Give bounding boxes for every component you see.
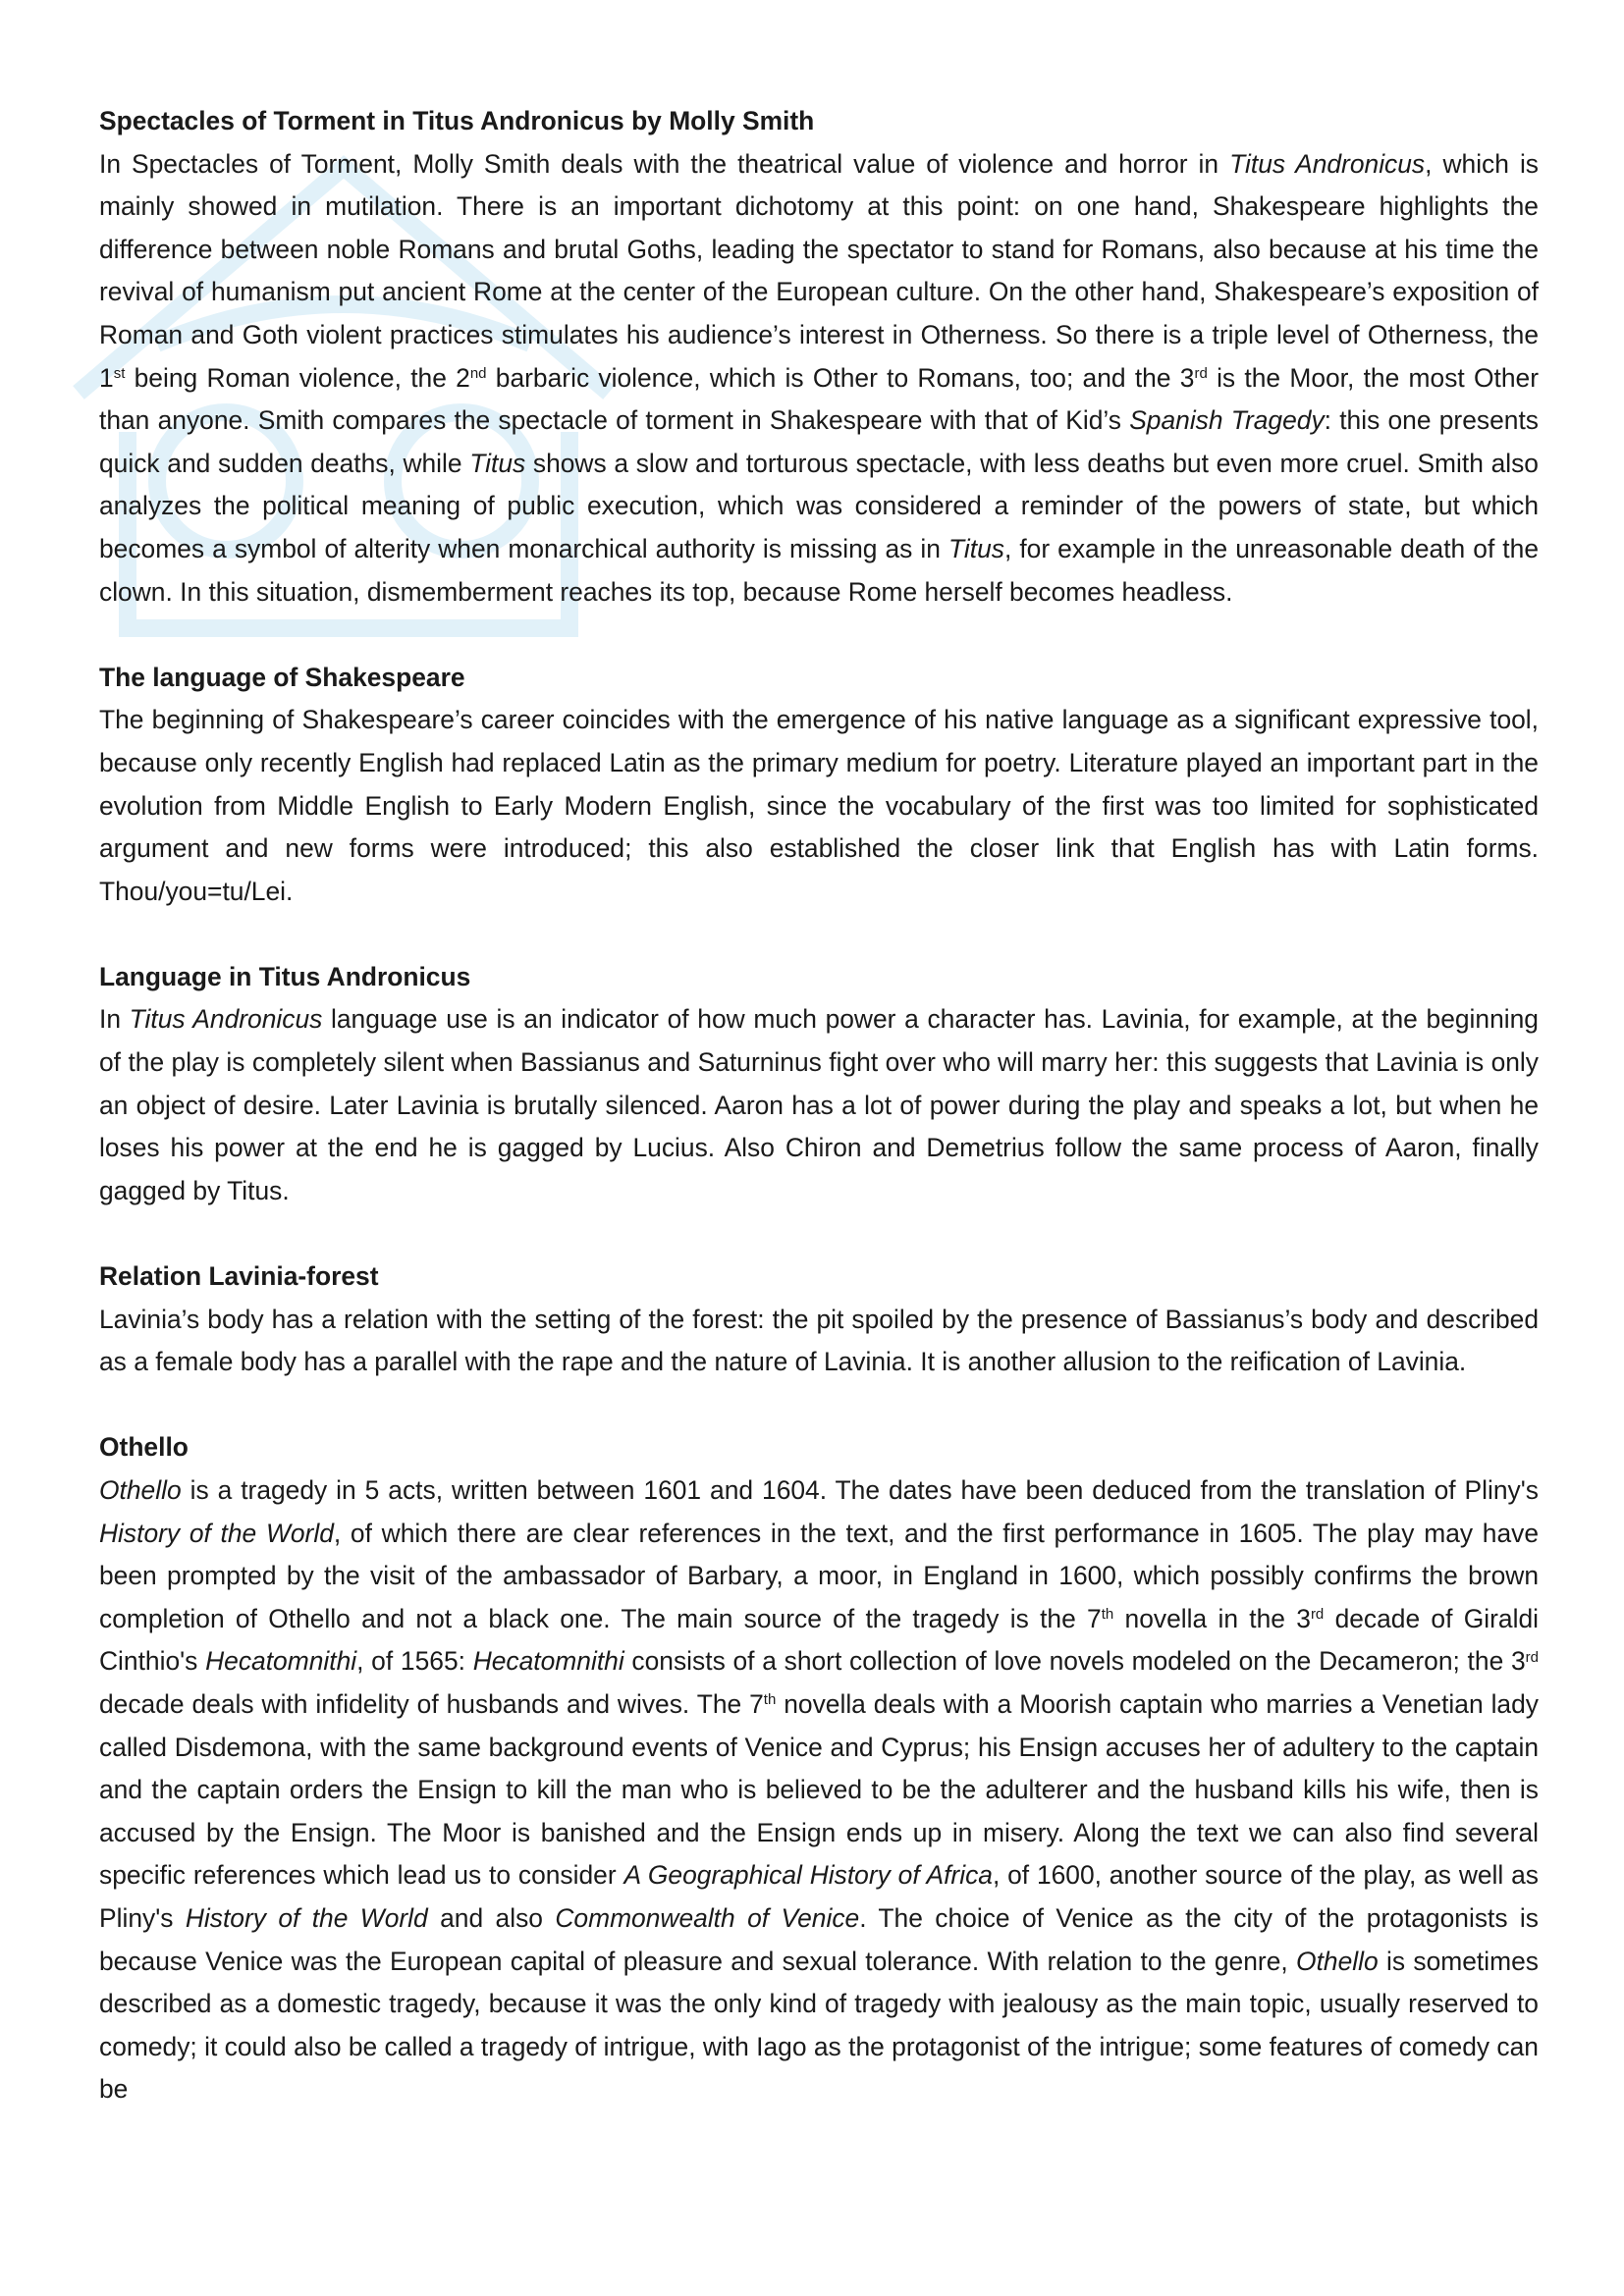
ordinal-suffix: nd xyxy=(469,364,487,382)
text-run: , of 1600, another source of the play, as well as Pliny's xyxy=(99,1860,1539,1933)
text-run: language use is an indicator of how much power a character has. Lavinia, for example, at the beginning of the play is completely silent when Bassianus and Saturninus fight over who will marry her: this suggests that Lavinia is only an object of desire. Later Lavinia is brutally silenced. Aaron has a lot of power during the play and speaks a lot, but when he loses his power at the end he is gagged by Lucius. Also Chiron and Demetrius follow the same process of Aaron, finally gagged by Titus. xyxy=(99,1004,1539,1205)
heading-language-titus: Language in Titus Andronicus xyxy=(99,961,471,991)
text-run: is the Moor, the most Other than anyone. Smith compares the spectacle of torment in Shakespeare with that of Kid’s xyxy=(99,362,1539,436)
ordinal-suffix: th xyxy=(763,1691,777,1709)
text-run: Lavinia’s body has a relation with the setting of the forest: the pit spoiled by the presence of Bassianus’s body and described as a female body has a parallel with the rape and the nature of Lavinia. It is another allusion to the reification of Lavinia. xyxy=(99,1304,1539,1377)
ordinal-suffix: rd xyxy=(1310,1605,1325,1623)
text-run: novella in the 3 xyxy=(1113,1603,1311,1633)
ordinal-suffix: st xyxy=(113,364,126,382)
section-language-titus xyxy=(99,956,1539,1213)
section-spectacles xyxy=(99,100,1539,614)
text-run: is sometimes described as a domestic tragedy, because it was the only kind of tragedy with jealousy as the main topic, usually reserved to comedy; it could also be called a tragedy of intrigue, with Iago as the protagonist of the intrigue; some features of comedy can be xyxy=(99,1946,1539,2105)
italic-text: Othello xyxy=(1296,1946,1379,1976)
paragraph-lavinia-forest xyxy=(99,1299,1539,1384)
italic-text: Titus Andronicus xyxy=(129,1004,323,1035)
heading-language-shakespeare: The language of Shakespeare xyxy=(99,662,465,692)
text-run: , of 1565: xyxy=(356,1646,473,1677)
text-run: is a tragedy in 5 acts, written between 1601 and 1604. The dates have been deduced from the translation of Pliny's xyxy=(181,1475,1539,1505)
text-run: , of which there are clear references in the text, and the first performance in 1605. The play may have been prompted by the visit of the ambassador of Barbary, a moor, in England in 1600, which possibly confirms the brown completion of Othello and not a black one. The main source of the tragedy is the 7 xyxy=(99,1518,1540,1633)
text-run: In Spectacles of Torment, Molly Smith deals with the theatrical value of violence and horror in xyxy=(99,148,1230,179)
text-run: : this one presents quick and sudden deaths, while xyxy=(99,405,1539,478)
paragraph-spectacles xyxy=(99,143,1539,614)
ordinal-suffix: rd xyxy=(1194,364,1208,382)
section-othello xyxy=(99,1426,1539,2111)
paragraph-language-shakespeare xyxy=(99,699,1539,913)
heading-othello: Othello xyxy=(99,1432,189,1463)
italic-text: Titus xyxy=(469,448,526,478)
italic-text: History of the World xyxy=(185,1902,428,1933)
text-run: consists of a short collection of love novels modeled on the Decameron; the 3 xyxy=(623,1646,1526,1677)
section-language-shakespeare xyxy=(99,657,1539,914)
italic-text: Othello xyxy=(99,1475,182,1505)
paragraph-othello xyxy=(99,1469,1539,2111)
text-run: being Roman violence, the 2 xyxy=(125,362,470,393)
italic-text: Spanish Tragedy xyxy=(1129,405,1325,436)
text-run: novella deals with a Moorish captain who marries a Venetian lady called Disdemona, with the same background events of Venice and Cyprus; his Ensign accuses her of adultery to the captain and the captain orders the Ensign to kill the man who is believed to be the adulterer and the husband kills his wife, then is accused by the Ensign. The Moor is banished and the Ensign ends up in misery. Along the text we can also find several specific references which lead us to consider xyxy=(99,1688,1539,1891)
ordinal-suffix: rd xyxy=(1525,1648,1539,1666)
italic-text: Hecatomnithi xyxy=(472,1646,624,1677)
text-run: In xyxy=(99,1004,130,1035)
italic-text: History of the World xyxy=(99,1518,334,1548)
text-run: and also xyxy=(427,1902,556,1933)
heading-spectacles: Spectacles of Torment in Titus Andronicus by Molly Smith xyxy=(99,106,815,135)
text-run: , which is mainly showed in mutilation. There is an important dichotomy at this point: on one hand, Shakespeare highlights the difference between noble Romans and brutal Goths, leading the spectator to stand for Romans, also because at his time the revival of humanism put ancient Rome at the center of the European culture. On the other hand, Shakespeare’s exposition of Roman and Goth violent practices stimulates his audience’s interest in Otherness. So there is a triple level of Otherness, the 1 xyxy=(99,148,1539,393)
italic-text: Hecatomnithi xyxy=(205,1646,357,1677)
italic-text: Titus Andronicus xyxy=(1229,148,1426,179)
text-run: shows a slow and torturous spectacle, with less deaths but even more cruel. Smith also analyzes the political meaning of public execution, which was considered a reminder of the powers of state, but which becomes a symbol of alterity when monarchical authority is missing as in xyxy=(99,448,1539,563)
text-run: , for example in the unreasonable death of the clown. In this situation, dismemberment reaches its top, because Rome herself becomes headless. xyxy=(99,533,1539,607)
ordinal-suffix: th xyxy=(1101,1605,1114,1623)
document-body xyxy=(99,100,1539,2155)
italic-text: A Geographical History of Africa xyxy=(623,1860,993,1891)
text-run: The beginning of Shakespeare’s career coincides with the emergence of his native language as a significant expressive tool, because only recently English had replaced Latin as the primary medium for poetry. Literature played an important part in the evolution from Middle English to Early Modern English, since the vocabulary of the first was too limited for sophisticated argument and new forms were introduced; this also established the closer link that English has with Latin forms. Thou/you=tu/Lei. xyxy=(99,705,1539,906)
heading-lavinia-forest: Relation Lavinia-forest xyxy=(99,1261,379,1292)
text-run: . The choice of Venice as the city of the protagonists is because Venice was the European capital of pleasure and sexual tolerance. With relation to the genre, xyxy=(99,1902,1539,1976)
text-run: decade deals with infidelity of husbands and wives. The 7 xyxy=(99,1688,764,1719)
paragraph-language-titus xyxy=(99,998,1539,1212)
text-run: decade of Giraldi Cinthio's xyxy=(99,1603,1539,1677)
section-lavinia-forest xyxy=(99,1255,1539,1384)
italic-text: Titus xyxy=(947,533,1004,563)
text-run: barbaric violence, which is Other to Romans, too; and the 3 xyxy=(486,362,1195,393)
italic-text: Commonwealth of Venice xyxy=(555,1902,860,1933)
